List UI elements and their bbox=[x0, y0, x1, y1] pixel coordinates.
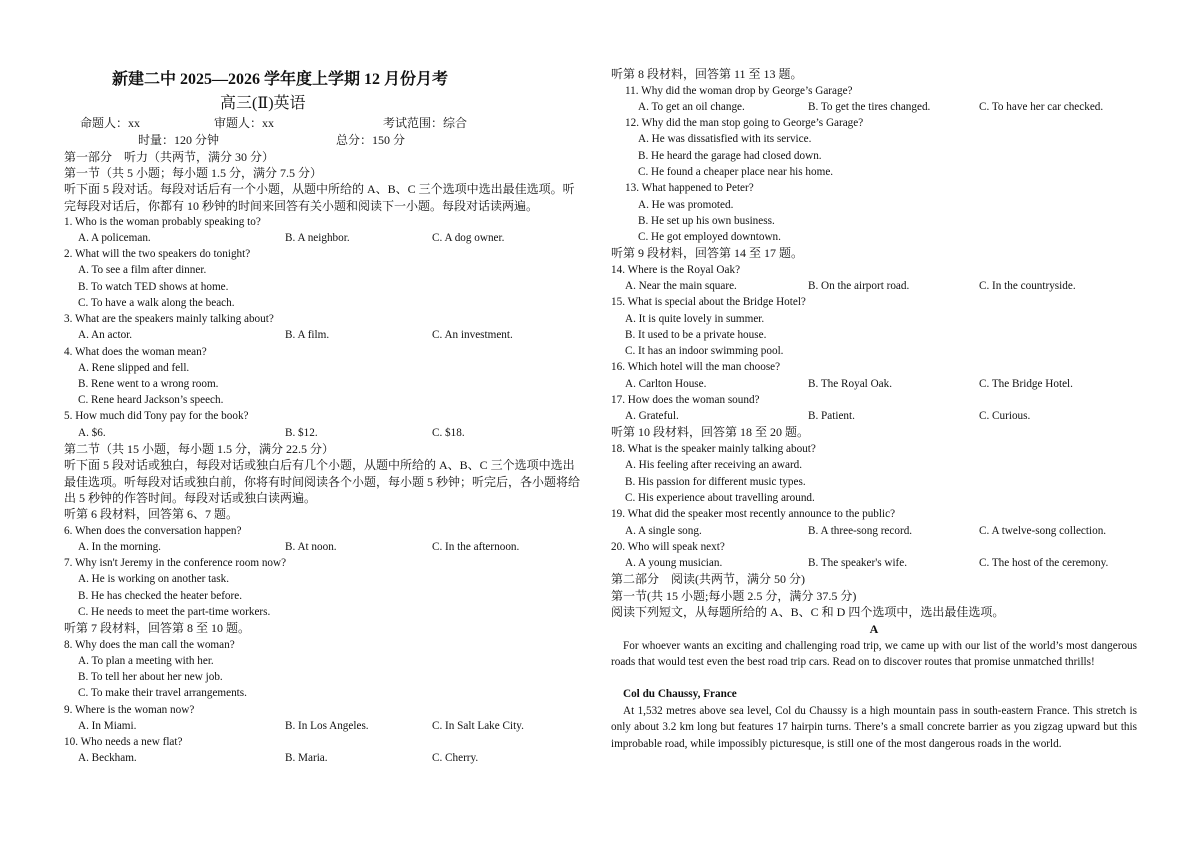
question-stem: 5. How much did Tony pay for the book? bbox=[64, 410, 249, 422]
total-info: 总分：150 分 bbox=[336, 133, 406, 147]
option-b: B. The Royal Oak. bbox=[808, 378, 892, 390]
option-b: B. A three-song record. bbox=[808, 525, 913, 537]
question-stem: 4. What does the woman mean? bbox=[64, 346, 207, 358]
material-7-heading: 听第 7 段材料，回答第 8 至 10 题。 bbox=[64, 621, 251, 635]
material-9-heading: 听第 9 段材料，回答第 14 至 17 题。 bbox=[611, 246, 804, 260]
option-a: A. Rene slipped and fell. bbox=[78, 362, 190, 374]
option-a: A. His feeling after receiving an award. bbox=[625, 459, 803, 471]
option-b: B. He set up his own business. bbox=[638, 215, 775, 227]
option-b: B. $12. bbox=[285, 427, 318, 439]
option-b: B. In Los Angeles. bbox=[285, 720, 369, 732]
part1-sec1-instr-line2: 完每段对话后，你都有 10 秒钟的时间来回答有关小题和阅读下一小题。每段对话读两遍。 bbox=[64, 199, 539, 213]
option-b: B. A neighbor. bbox=[285, 232, 350, 244]
exam-title: 新建二中 2025—2026 学年度上学期 12 月份月考 bbox=[111, 71, 448, 88]
question-stem: 3. What are the speakers mainly talking about? bbox=[64, 313, 274, 325]
question-stem: 11. Why did the woman drop by George’s Garage? bbox=[625, 85, 853, 97]
question-stem: 1. Who is the woman probably speaking to? bbox=[64, 216, 261, 228]
reviewer-info: 审题人：xx bbox=[214, 116, 275, 130]
option-b: B. Rene went to a wrong room. bbox=[78, 378, 219, 390]
question-stem: 2. What will the two speakers do tonight? bbox=[64, 248, 251, 260]
option-a: A. Near the main square. bbox=[625, 280, 737, 292]
passage-paragraph-1: For whoever wants an exciting and challenging road trip, we came up with our list of the world’s most dangerous roads that would test even the best road trip cars. Read on to discover routes that promise unmatched thrills! bbox=[611, 640, 1137, 669]
question-stem: 8. Why does the man call the woman? bbox=[64, 639, 235, 651]
part2-sec1-heading: 第一节(共 15 小题;每小题 2.5 分，满分 37.5 分) bbox=[611, 589, 857, 603]
option-b: B. To get the tires changed. bbox=[808, 101, 931, 113]
question-stem: 18. What is the speaker mainly talking about? bbox=[611, 443, 816, 455]
question-stem: 16. Which hotel will the man choose? bbox=[611, 361, 781, 373]
question-stem: 14. Where is the Royal Oak? bbox=[611, 264, 741, 276]
part2-heading: 第二部分 阅读(共两节，满分 50 分) bbox=[611, 572, 805, 586]
option-c: C. The host of the ceremony. bbox=[979, 557, 1109, 569]
setter-info: 命题人：xx bbox=[80, 116, 141, 130]
option-a: A. A policeman. bbox=[78, 232, 151, 244]
option-b: B. A film. bbox=[285, 329, 330, 341]
option-a: A. It is quite lovely in summer. bbox=[625, 313, 765, 325]
option-b: B. He has checked the heater before. bbox=[78, 590, 242, 602]
option-a: A. Grateful. bbox=[625, 410, 679, 422]
option-a: A. In the morning. bbox=[78, 541, 161, 553]
option-b: B. His passion for different music types. bbox=[625, 476, 806, 488]
option-a: A. $6. bbox=[78, 427, 106, 439]
material-10-heading: 听第 10 段材料，回答第 18 至 20 题。 bbox=[611, 425, 810, 439]
question-stem: 13. What happened to Peter? bbox=[625, 182, 754, 194]
option-a: A. A young musician. bbox=[625, 557, 723, 569]
option-b: B. It used to be a private house. bbox=[625, 329, 767, 341]
question-stem: 19. What did the speaker most recently announce to the public? bbox=[611, 508, 896, 520]
option-c: C. Cherry. bbox=[432, 752, 479, 764]
material-8-heading: 听第 8 段材料，回答第 11 至 13 题。 bbox=[611, 67, 803, 81]
option-a: A. A single song. bbox=[625, 525, 702, 537]
material-6-heading: 听第 6 段材料，回答第 6、7 题。 bbox=[64, 507, 239, 521]
option-c: C. To make their travel arrangements. bbox=[78, 687, 247, 699]
question-stem: 7. Why isn't Jeremy in the conference room now? bbox=[64, 557, 287, 569]
option-b: B. At noon. bbox=[285, 541, 337, 553]
option-c: C. He found a cheaper place near his home. bbox=[638, 166, 834, 178]
part1-sec2-instr-line1: 听下面 5 段对话或独白，每段对话或独白后有几个小题，从题中所给的 A、B、C 三个选项中选出 bbox=[64, 458, 575, 472]
option-c: C. A twelve-song collection. bbox=[979, 525, 1107, 537]
option-a: A. Beckham. bbox=[78, 752, 137, 764]
option-a: A. In Miami. bbox=[78, 720, 137, 732]
option-c: C. It has an indoor swimming pool. bbox=[625, 345, 784, 357]
option-a: A. To plan a meeting with her. bbox=[78, 655, 214, 667]
option-a: A. He is working on another task. bbox=[78, 573, 230, 585]
option-b: B. To watch TED shows at home. bbox=[78, 281, 229, 293]
option-a: A. To see a film after dinner. bbox=[78, 264, 207, 276]
scope-info: 考试范围：综合 bbox=[383, 116, 468, 130]
option-c: C. Rene heard Jackson’s speech. bbox=[78, 394, 224, 406]
part1-sec1-heading: 第一节（共 5 小题；每小题 1.5 分，满分 7.5 分） bbox=[64, 166, 323, 180]
option-c: C. An investment. bbox=[432, 329, 513, 341]
option-c: C. $18. bbox=[432, 427, 465, 439]
time-info: 时量：120 分钟 bbox=[138, 133, 220, 147]
question-stem: 9. Where is the woman now? bbox=[64, 704, 195, 716]
option-c: C. His experience about travelling around. bbox=[625, 492, 815, 504]
option-c: C. In Salt Lake City. bbox=[432, 720, 524, 732]
part1-heading: 第一部分 听力（共两节，满分 30 分） bbox=[64, 150, 275, 164]
part1-sec2-instr-line3: 出 5 秒钟的作答时间。每段对话或独白读两遍。 bbox=[64, 491, 317, 505]
option-c: C. He needs to meet the part-time workers. bbox=[78, 606, 271, 618]
question-stem: 10. Who needs a new flat? bbox=[64, 736, 183, 748]
option-c: C. In the countryside. bbox=[979, 280, 1076, 292]
option-a: A. Carlton House. bbox=[625, 378, 707, 390]
passage-section-letter: A bbox=[869, 622, 879, 636]
option-a: A. He was promoted. bbox=[638, 199, 734, 211]
option-c: C. He got employed downtown. bbox=[638, 231, 781, 243]
option-c: C. The Bridge Hotel. bbox=[979, 378, 1073, 390]
question-stem: 12. Why did the man stop going to George’s Garage? bbox=[625, 117, 864, 129]
option-b: B. He heard the garage had closed down. bbox=[638, 150, 822, 162]
option-c: C. To have her car checked. bbox=[979, 101, 1104, 113]
part1-sec2-instr-line2: 最佳选项。听每段对话或独白前，你将有时间阅读各个小题，每小题 5 秒钟；听完后，各小题将给 bbox=[64, 475, 581, 489]
option-c: C. To have a walk along the beach. bbox=[78, 297, 235, 309]
option-c: C. In the afternoon. bbox=[432, 541, 520, 553]
option-b: B. To tell her about her new job. bbox=[78, 671, 223, 683]
question-stem: 15. What is special about the Bridge Hotel? bbox=[611, 296, 806, 308]
passage-subheading: Col du Chaussy, France bbox=[623, 688, 737, 700]
option-b: B. Patient. bbox=[808, 410, 855, 422]
option-a: A. An actor. bbox=[78, 329, 133, 341]
option-c: C. Curious. bbox=[979, 410, 1031, 422]
exam-subtitle: 高三(Ⅱ)英语 bbox=[220, 95, 306, 112]
option-c: C. A dog owner. bbox=[432, 232, 505, 244]
passage-paragraph-2: At 1,532 metres above sea level, Col du Chaussy is a high mountain pass in south-eastern France. This stretch is only about 3.2 km long but features 17 hairpin turns. There’s a small concrete barrier as you zigzag upward but this improbable road, while impossibly picturesque, is still one of the most dangerous roads in the world. bbox=[611, 705, 1137, 750]
option-b: B. Maria. bbox=[285, 752, 328, 764]
part1-sec2-heading: 第二节（共 15 小题，每小题 1.5 分，满分 22.5 分） bbox=[64, 442, 335, 456]
question-stem: 17. How does the woman sound? bbox=[611, 394, 760, 406]
option-b: B. The speaker's wife. bbox=[808, 557, 908, 569]
part2-instructions: 阅读下列短文，从每题所给的 A、B、C 和 D 四个选项中，选出最佳选项。 bbox=[611, 605, 1005, 619]
part1-sec1-instr-line1: 听下面 5 段对话。每段对话后有一个小题，从题中所给的 A、B、C 三个选项中选出最佳选项。听 bbox=[64, 182, 575, 196]
option-a: A. To get an oil change. bbox=[638, 101, 745, 113]
option-a: A. He was dissatisfied with its service. bbox=[638, 133, 812, 145]
question-stem: 6. When does the conversation happen? bbox=[64, 525, 242, 537]
question-stem: 20. Who will speak next? bbox=[611, 541, 725, 553]
option-b: B. On the airport road. bbox=[808, 280, 910, 292]
